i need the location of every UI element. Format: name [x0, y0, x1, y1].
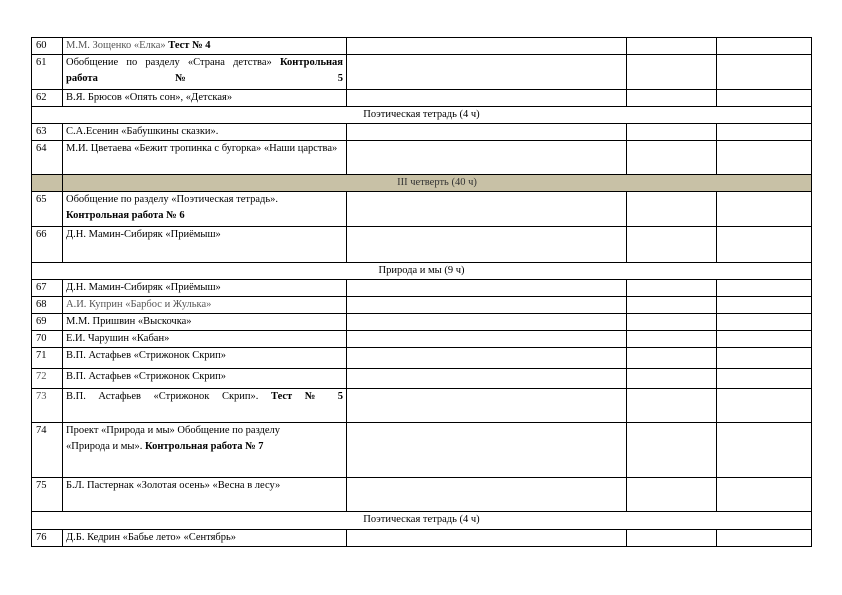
table-row: [32, 55, 812, 90]
cell-empty: [717, 90, 812, 107]
section-row: [32, 263, 812, 280]
cell-empty: [347, 314, 627, 331]
lesson-number: 69: [32, 314, 63, 331]
lesson-topic: Е.И. Чарушин «Кабан»: [63, 331, 347, 348]
table-row: [32, 478, 812, 512]
cell-empty: [627, 55, 717, 90]
lesson-topic: М.М. Зощенко «Елка» Тест № 4: [63, 38, 347, 55]
table-row: [32, 331, 812, 348]
cell-empty: [717, 423, 812, 478]
lesson-topic: Д.Б. Кедрин «Бабье лето» «Сентябрь»: [63, 530, 347, 547]
cell-empty: [627, 314, 717, 331]
cell-empty: [32, 175, 63, 192]
cell-empty: [717, 530, 812, 547]
lesson-topic: В.П. Астафьев «Стрижонок Скрип»: [63, 369, 347, 389]
quarter-row: [32, 175, 812, 192]
cell-empty: [347, 348, 627, 369]
cell-empty: [717, 478, 812, 512]
cell-empty: [627, 348, 717, 369]
lesson-topic: С.А.Есенин «Бабушкины сказки».: [63, 124, 347, 141]
cell-empty: [717, 369, 812, 389]
cell-empty: [347, 141, 627, 175]
cell-empty: [347, 227, 627, 263]
cell-empty: [347, 90, 627, 107]
cell-empty: [347, 38, 627, 55]
lesson-topic: В.П. Астафьев «Стрижонок Скрип»: [63, 348, 347, 369]
lesson-number: 75: [32, 478, 63, 512]
cell-empty: [347, 423, 627, 478]
lesson-topic: Д.Н. Мамин-Сибиряк «Приёмыш»: [63, 280, 347, 297]
cell-empty: [347, 55, 627, 90]
cell-empty: [717, 141, 812, 175]
cell-empty: [347, 192, 627, 227]
quarter-title: III четверть (40 ч): [63, 175, 812, 192]
cell-empty: [717, 192, 812, 227]
table-row: [32, 90, 812, 107]
cell-empty: [627, 423, 717, 478]
cell-empty: [627, 478, 717, 512]
lesson-topic: Проект «Природа и мы» Обобщение по разделу «Природа и мы». Контрольная работа № 7: [63, 423, 347, 478]
lesson-plan-table: [31, 37, 812, 547]
lesson-topic: М.И. Цветаева «Бежит тропинка с бугорка» «Наши царства»: [63, 141, 347, 175]
cell-empty: [347, 478, 627, 512]
cell-empty: [627, 369, 717, 389]
table-row: [32, 389, 812, 423]
cell-empty: [627, 297, 717, 314]
cell-empty: [627, 124, 717, 141]
lesson-number: 67: [32, 280, 63, 297]
cell-empty: [627, 280, 717, 297]
table-row: [32, 38, 812, 55]
lesson-number: 71: [32, 348, 63, 369]
lesson-topic: А.И. Куприн «Барбос и Жулька»: [63, 297, 347, 314]
lesson-number: 70: [32, 331, 63, 348]
cell-empty: [347, 389, 627, 423]
lesson-number: 64: [32, 141, 63, 175]
lesson-number: 60: [32, 38, 63, 55]
cell-empty: [347, 297, 627, 314]
table-row: [32, 141, 812, 175]
lesson-number: 68: [32, 297, 63, 314]
cell-empty: [347, 530, 627, 547]
lesson-number: 61: [32, 55, 63, 90]
lesson-number: 72: [32, 369, 63, 389]
lesson-number: 76: [32, 530, 63, 547]
table-row: [32, 423, 812, 478]
cell-empty: [347, 331, 627, 348]
table-row: [32, 297, 812, 314]
lesson-number: 66: [32, 227, 63, 263]
cell-empty: [627, 38, 717, 55]
cell-empty: [627, 141, 717, 175]
lesson-number: 73: [32, 389, 63, 423]
cell-empty: [717, 314, 812, 331]
section-title: Природа и мы (9 ч): [32, 263, 812, 280]
cell-empty: [717, 227, 812, 263]
cell-empty: [347, 124, 627, 141]
cell-empty: [717, 331, 812, 348]
section-row: [32, 107, 812, 124]
table-row: [32, 124, 812, 141]
lesson-topic: Обобщение по разделу «Поэтическая тетрадь». Контрольная работа № 6: [63, 192, 347, 227]
lesson-topic: М.М. Пришвин «Выскочка»: [63, 314, 347, 331]
table-row: [32, 314, 812, 331]
table-row: [32, 530, 812, 547]
table-row: [32, 280, 812, 297]
cell-empty: [717, 389, 812, 423]
cell-empty: [627, 192, 717, 227]
cell-empty: [717, 124, 812, 141]
section-row: [32, 512, 812, 530]
cell-empty: [347, 369, 627, 389]
lesson-number: 65: [32, 192, 63, 227]
cell-empty: [717, 348, 812, 369]
cell-empty: [717, 297, 812, 314]
table-row: [32, 192, 812, 227]
cell-empty: [717, 55, 812, 90]
cell-empty: [627, 227, 717, 263]
lesson-number: 74: [32, 423, 63, 478]
cell-empty: [627, 389, 717, 423]
cell-empty: [717, 280, 812, 297]
cell-empty: [627, 90, 717, 107]
cell-empty: [627, 331, 717, 348]
cell-empty: [347, 280, 627, 297]
table-row: [32, 227, 812, 263]
table-row: [32, 348, 812, 369]
table-row: [32, 369, 812, 389]
section-title: Поэтическая тетрадь (4 ч): [32, 512, 812, 530]
lesson-number: 62: [32, 90, 63, 107]
lesson-topic: Б.Л. Пастернак «Золотая осень» «Весна в лесу»: [63, 478, 347, 512]
cell-empty: [717, 38, 812, 55]
lesson-topic: Д.Н. Мамин-Сибиряк «Приёмыш»: [63, 227, 347, 263]
lesson-topic: Обобщение по разделу «Страна детства» Контрольная работа № 5: [63, 55, 347, 90]
section-title: Поэтическая тетрадь (4 ч): [32, 107, 812, 124]
lesson-topic: В.П. Астафьев «Стрижонок Скрип». Тест № 5: [63, 389, 347, 423]
lesson-number: 63: [32, 124, 63, 141]
cell-empty: [627, 530, 717, 547]
lesson-topic: В.Я. Брюсов «Опять сон», «Детская»: [63, 90, 347, 107]
